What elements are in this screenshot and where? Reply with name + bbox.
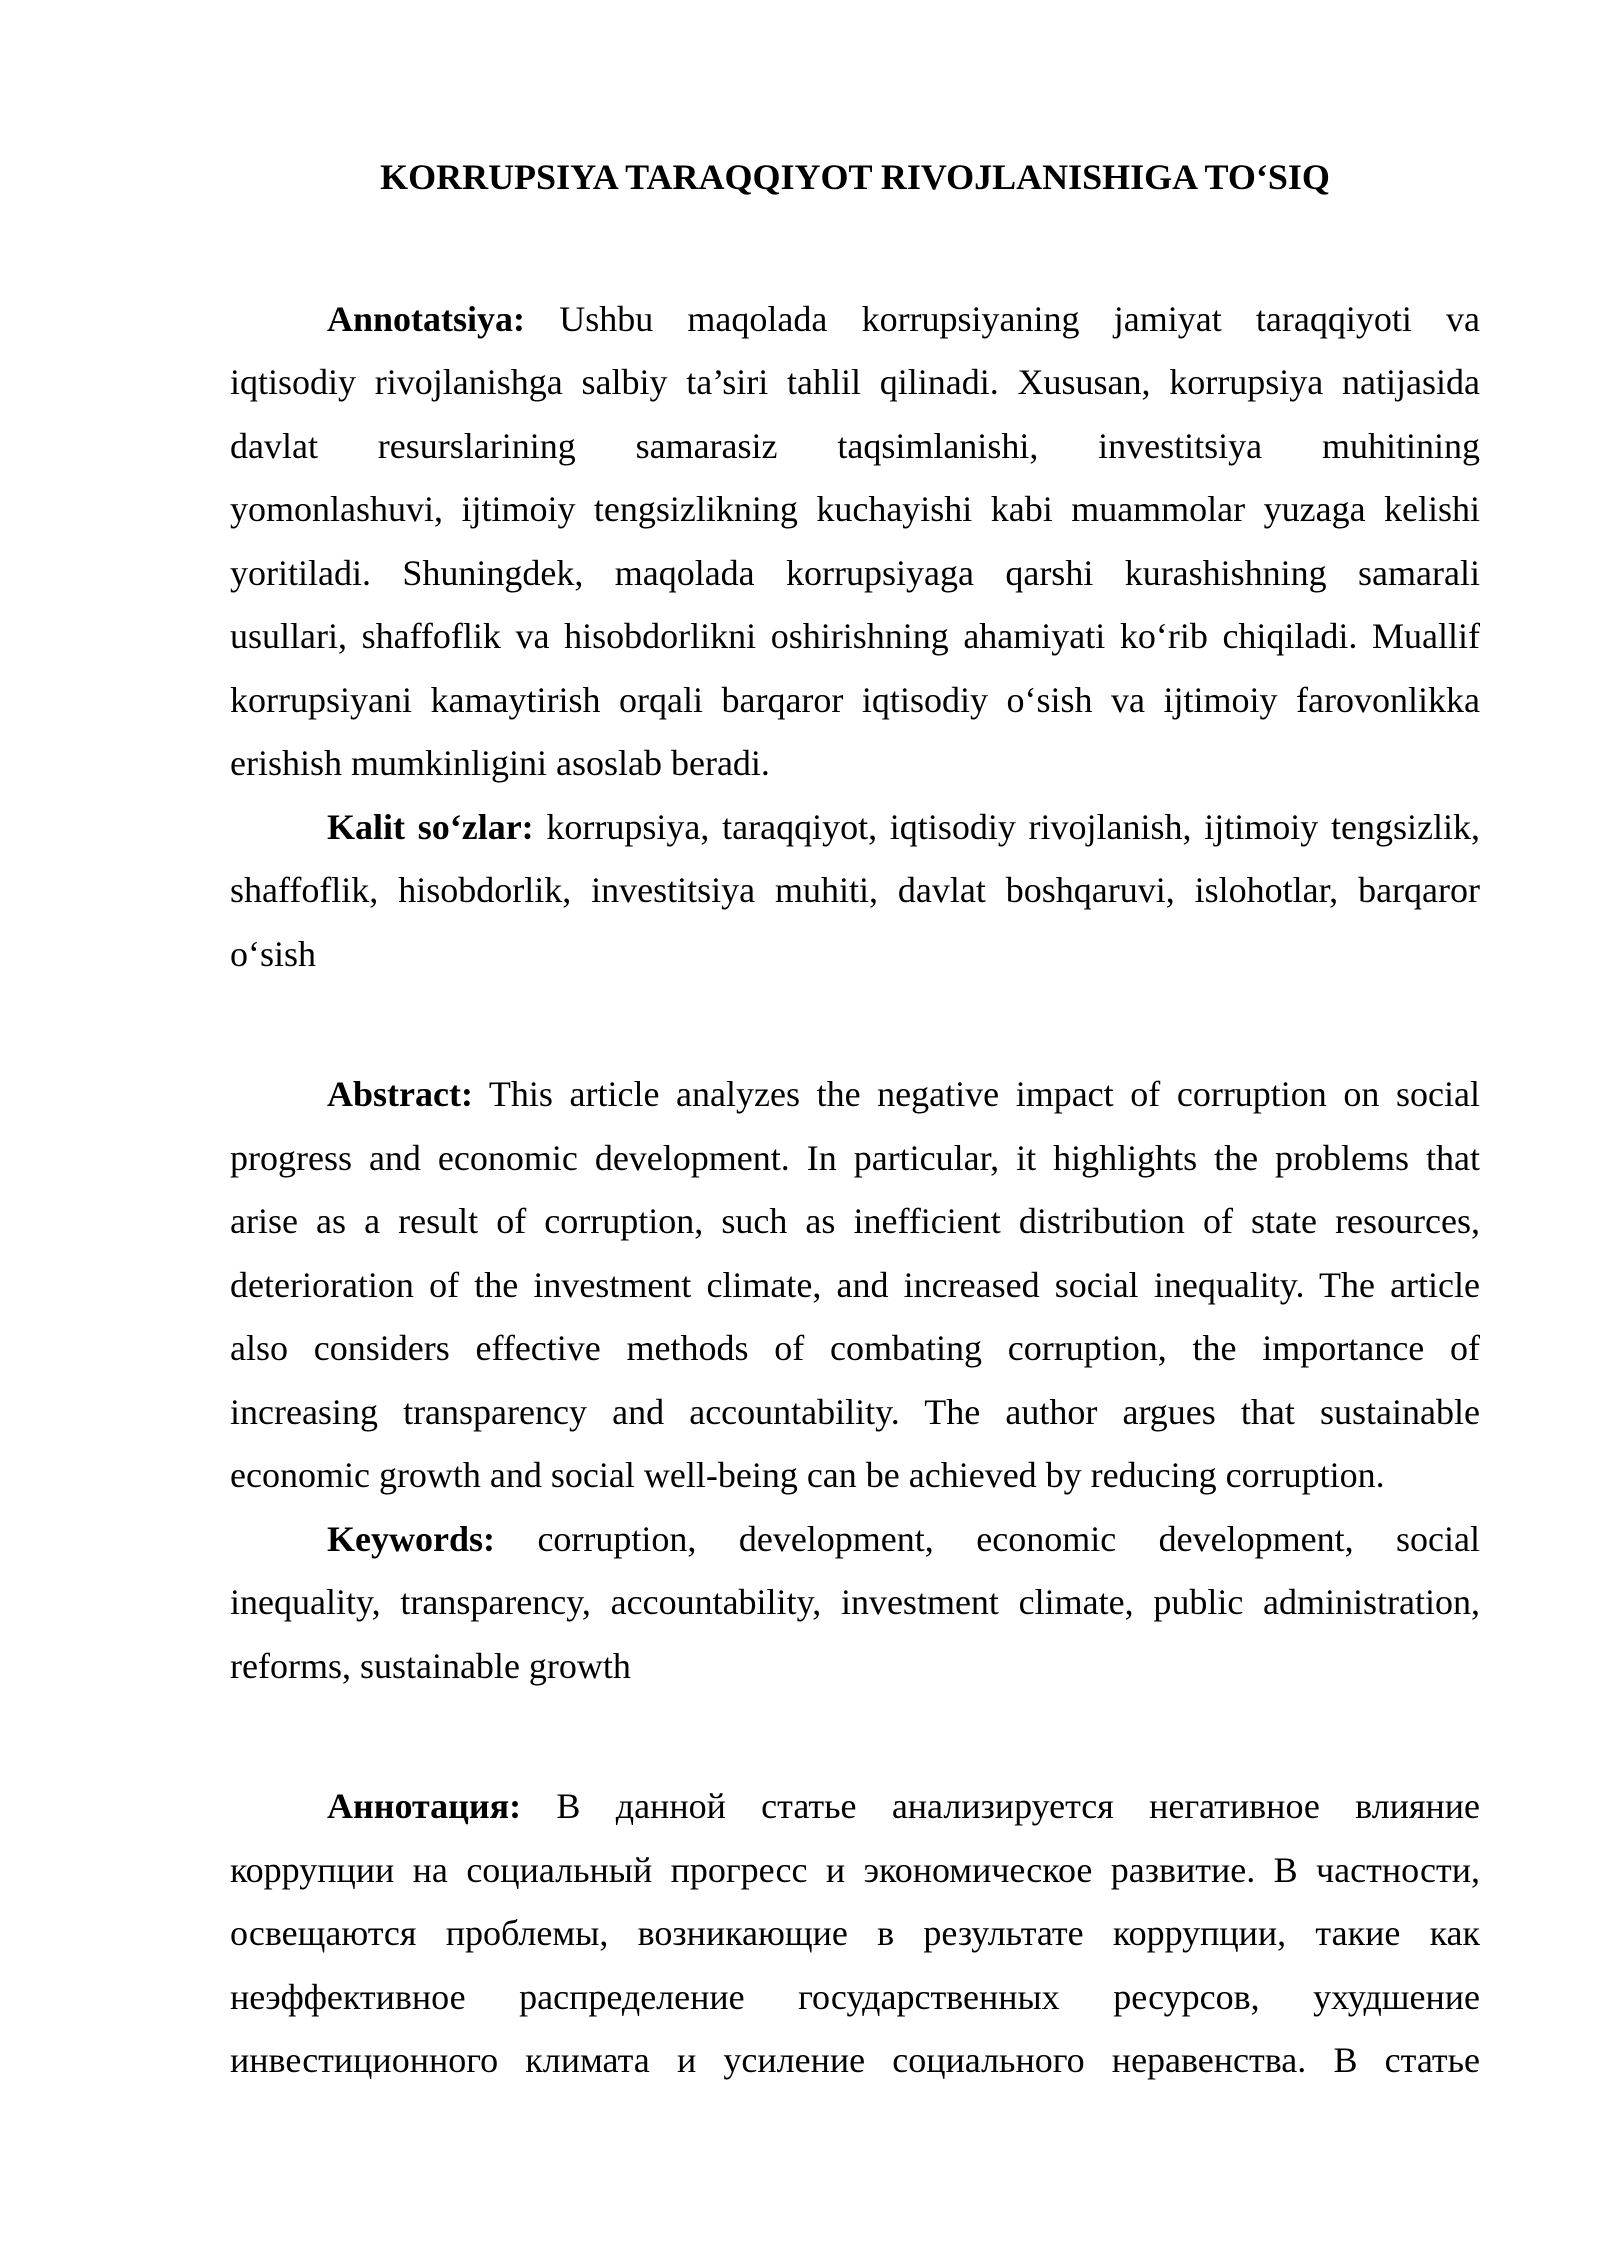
- text-line: неэффективное распределение государственных ресурсов, ухудшение: [230, 1976, 1480, 2017]
- paragraph-keywords: [230, 1508, 1480, 1699]
- text-line: yoritiladi. Shuningdek, maqolada korrupsiyaga qarshi kurashishning samarali: [230, 552, 1480, 593]
- paragraph-label: Keywords:: [327, 1518, 495, 1559]
- vertical-gap: [230, 1698, 1480, 1775]
- text-line: [230, 1063, 1480, 1127]
- text-line: yomonlashuvi, ijtimoiy tengsizlikning kuchayishi kabi muammolar yuzaga kelishi: [230, 489, 1480, 529]
- text-span: This article analyzes the negative impact of corruption on social: [488, 1074, 1480, 1114]
- text-span: korrupsiya, taraqqiyot, iqtisodiy rivojlanish, ijtimoiy tengsizlik,: [546, 806, 1480, 847]
- text-line: davlat resurslarining samarasiz taqsimlanishi, investitsiya muhitining: [230, 425, 1480, 466]
- text-line: shaffoflik, hisobdorlik, investitsiya muhiti, davlat boshqaruvi, islohotlar, barqaror: [230, 870, 1480, 910]
- text-line: inequality, transparency, accountability, investment climate, public administration,: [230, 1582, 1480, 1622]
- text-line: инвестиционного климата и усиление социального неравенства. В статье: [230, 2040, 1480, 2080]
- text-span: В данной статье анализируется негативное влияние: [556, 1786, 1481, 1826]
- paragraph-label: Abstract:: [327, 1074, 473, 1114]
- text-line: korrupsiyani kamaytirish orqali barqaror iqtisodiy o‘sish va ijtimoiy farovonlikka: [230, 679, 1480, 720]
- text-line: iqtisodiy rivojlanishga salbiy ta’siri tahlil qilinadi. Xususan, korrupsiya natijasida: [230, 362, 1480, 402]
- text-line: [230, 1775, 1480, 1839]
- text-line: [230, 796, 1480, 860]
- paragraph-label: Аннотация:: [327, 1786, 522, 1826]
- text-line: progress and economic development. In particular, it highlights the problems that: [230, 1137, 1480, 1178]
- paragraph-kalit-sozlar: [230, 796, 1480, 987]
- paragraph-abstract: [230, 1063, 1480, 1508]
- vertical-gap: [230, 986, 1480, 1063]
- text-line: освещаются проблемы, возникающие в результате коррупции, такие как: [230, 1913, 1480, 1953]
- text-span: corruption, development, economic development, social: [537, 1518, 1480, 1559]
- text-line: [230, 288, 1480, 352]
- text-line: erishish mumkinligini asoslab beradi.: [230, 743, 770, 783]
- text-line: increasing transparency and accountability. The author argues that sustainable: [230, 1391, 1480, 1432]
- text-line: economic growth and social well-being can be achieved by reducing corruption.: [230, 1455, 1385, 1495]
- text-line: коррупции на социальный прогресс и экономическое развитие. В частности,: [230, 1849, 1480, 1890]
- text-line: also considers effective methods of combating corruption, the importance of: [230, 1328, 1480, 1368]
- paragraph-annotatsiya: [230, 288, 1480, 796]
- text-line: usullari, shaffoflik va hisobdorlikni oshirishning ahamiyati ko‘rib chiqiladi. Muallif: [230, 616, 1480, 656]
- paragraph-label: Kalit so‘zlar:: [327, 806, 534, 847]
- text-span: Ushbu maqolada korrupsiyaning jamiyat taraqqiyoti va: [559, 298, 1481, 339]
- paragraph-label: Annotatsiya:: [327, 298, 526, 339]
- text-line: deterioration of the investment climate, and increased social inequality. The article: [230, 1264, 1480, 1305]
- text-line: o‘sish: [230, 933, 317, 974]
- text-line: [230, 1508, 1480, 1572]
- page-title: KORRUPSIYA TARAQQIYOT RIVOJLANISHIGA TO‘SIQ: [380, 157, 1330, 197]
- text-line: arise as a result of corruption, such as inefficient distribution of state resources,: [230, 1201, 1480, 1241]
- text-line: reforms, sustainable growth: [230, 1645, 631, 1686]
- paragraph-annotaciya-ru: [230, 1775, 1480, 2093]
